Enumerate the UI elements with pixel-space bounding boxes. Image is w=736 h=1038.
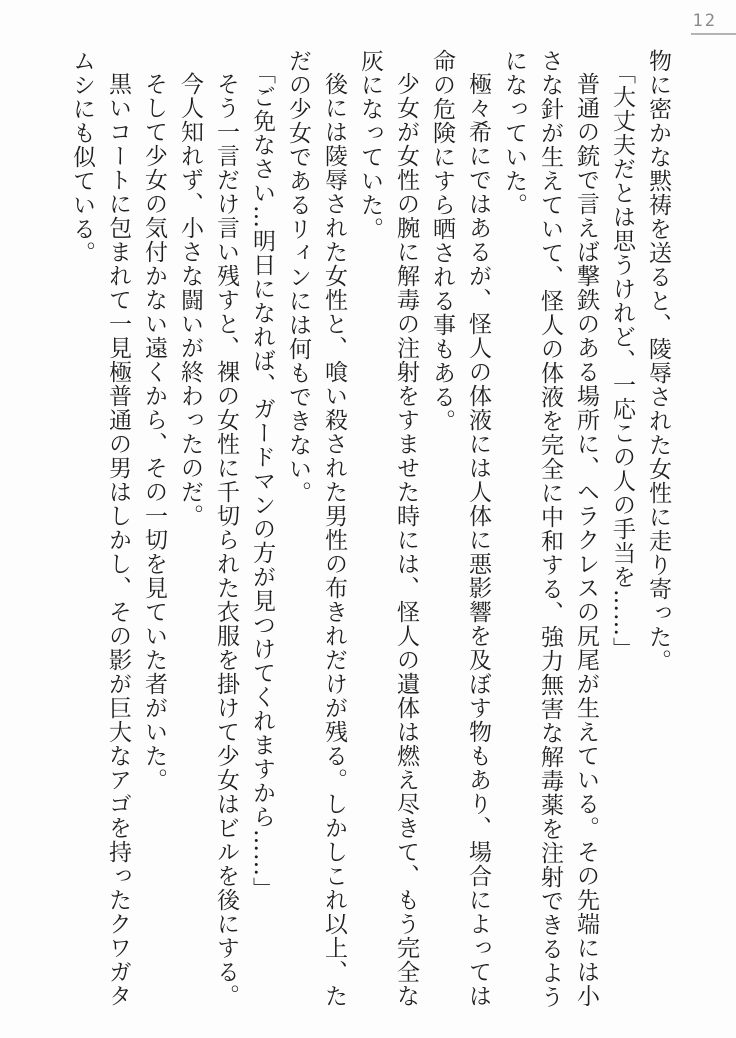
text-column: そして少女の気付かない遠くから、その一切を見ていた者がいた。 <box>141 72 167 792</box>
vertical-text-block <box>58 49 670 1009</box>
page-number-rule <box>691 33 736 35</box>
text-column: 後には陵辱された女性と、喰い殺された男性の布きれだけが残る。しかしこれ以上、た <box>321 72 347 1008</box>
text-column: そう一言だけ言い残すと、裸の女性に千切られた衣服を掛けて少女はビルを後にする。 <box>213 72 239 1008</box>
text-column: 灰になっていた。 <box>357 49 383 241</box>
page-number: 12 <box>692 11 717 31</box>
text-column: 「ご免なさい…明日になれば、ガードマンの方が見つけてくれますから……」 <box>249 60 275 901</box>
text-column: 今人知れず、小さな闘いが終わったのだ。 <box>177 72 203 528</box>
text-column: になっていた。 <box>501 49 527 217</box>
text-column: 黒いコートに包まれて一見極普通の男はしかし、その影が巨大なアゴを持ったクワガタ <box>105 72 131 1008</box>
text-column: さな針が生えていて、怪人の体液を完全に中和する、強力無害な解毒薬を注射できるよう <box>537 49 563 1009</box>
text-column: だの少女であるリィンには何もできない。 <box>285 49 311 505</box>
text-column: ムシにも似ている。 <box>69 49 95 265</box>
text-column: 極々希にではあるが、怪人の体液には人体に悪影響を及ぼす物もあり、場合によっては <box>465 72 491 1008</box>
text-column: 「大丈夫だとは思うけれど、一応この人の手当を……」 <box>609 60 635 661</box>
text-column: 普通の銃で言えば撃鉄のある場所に、ヘラクレスの尻尾が生えている。その先端には小 <box>573 72 599 1008</box>
text-column: 命の危険にすら晒される事もある。 <box>429 49 455 433</box>
text-column: 物に密かな黙祷を送ると、陵辱された女性に走り寄った。 <box>645 49 671 673</box>
text-column: 少女が女性の腕に解毒の注射をすませた時には、怪人の遺体は燃え尽きて、もう完全な <box>393 72 419 1008</box>
